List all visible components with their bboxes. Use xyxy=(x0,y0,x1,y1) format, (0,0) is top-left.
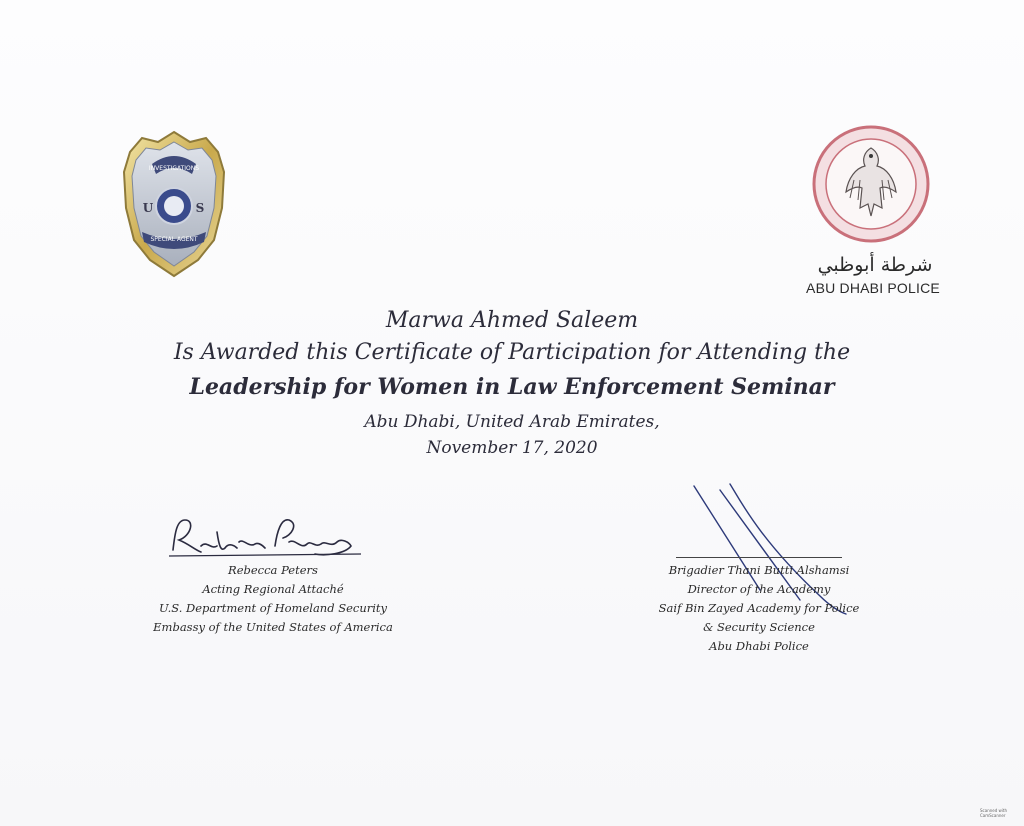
signatory-left-org2: Embassy of the United States of America xyxy=(153,620,393,634)
signatory-right-org2: & Security Science xyxy=(703,620,815,634)
date: November 17, 2020 xyxy=(426,438,598,458)
signatory-right-org3: Abu Dhabi Police xyxy=(709,639,809,653)
signatory-left-title: Acting Regional Attaché xyxy=(202,582,344,596)
signatory-right-org: Saif Bin Zayed Academy for Police xyxy=(658,601,860,615)
hsi-special-agent-badge-logo xyxy=(118,128,230,280)
badge-banner-text: SPECIAL AGENT xyxy=(150,236,198,243)
signatory-right-title: Director of the Academy xyxy=(687,582,831,596)
signature-line-right xyxy=(676,557,842,558)
abu-dhabi-police-english-name: ABU DHABI POLICE xyxy=(806,280,940,296)
signatory-left-org: U.S. Department of Homeland Security xyxy=(158,601,388,615)
abu-dhabi-police-falcon-logo xyxy=(808,124,934,244)
badge-letter-u: U xyxy=(142,201,154,215)
badge-ring-text: INVESTIGATIONS xyxy=(148,165,200,172)
scanner-line2: CamScanner xyxy=(980,813,1006,818)
recipient-name: Marwa Ahmed Saleem xyxy=(385,308,639,333)
signatory-left-name: Rebecca Peters xyxy=(228,563,318,577)
camscanner-watermark xyxy=(980,808,1020,822)
signatory-right-block xyxy=(650,561,868,656)
scanner-line1: Scanned with xyxy=(980,808,1008,813)
abu-dhabi-police-arabic-name: شرطة أبوظبي xyxy=(817,254,933,276)
rebecca-peters-signature xyxy=(165,512,365,564)
award-statement: Is Awarded this Certificate of Participation for Attending the xyxy=(173,340,851,365)
location: Abu Dhabi, United Arab Emirates, xyxy=(364,412,660,432)
seminar-title: Leadership for Women in Law Enforcement Seminar xyxy=(189,374,835,400)
signatory-left-block xyxy=(150,561,396,637)
signatory-right-name: Brigadier Thani Butti Alshamsi xyxy=(668,563,850,577)
badge-letter-s: S xyxy=(195,201,205,215)
